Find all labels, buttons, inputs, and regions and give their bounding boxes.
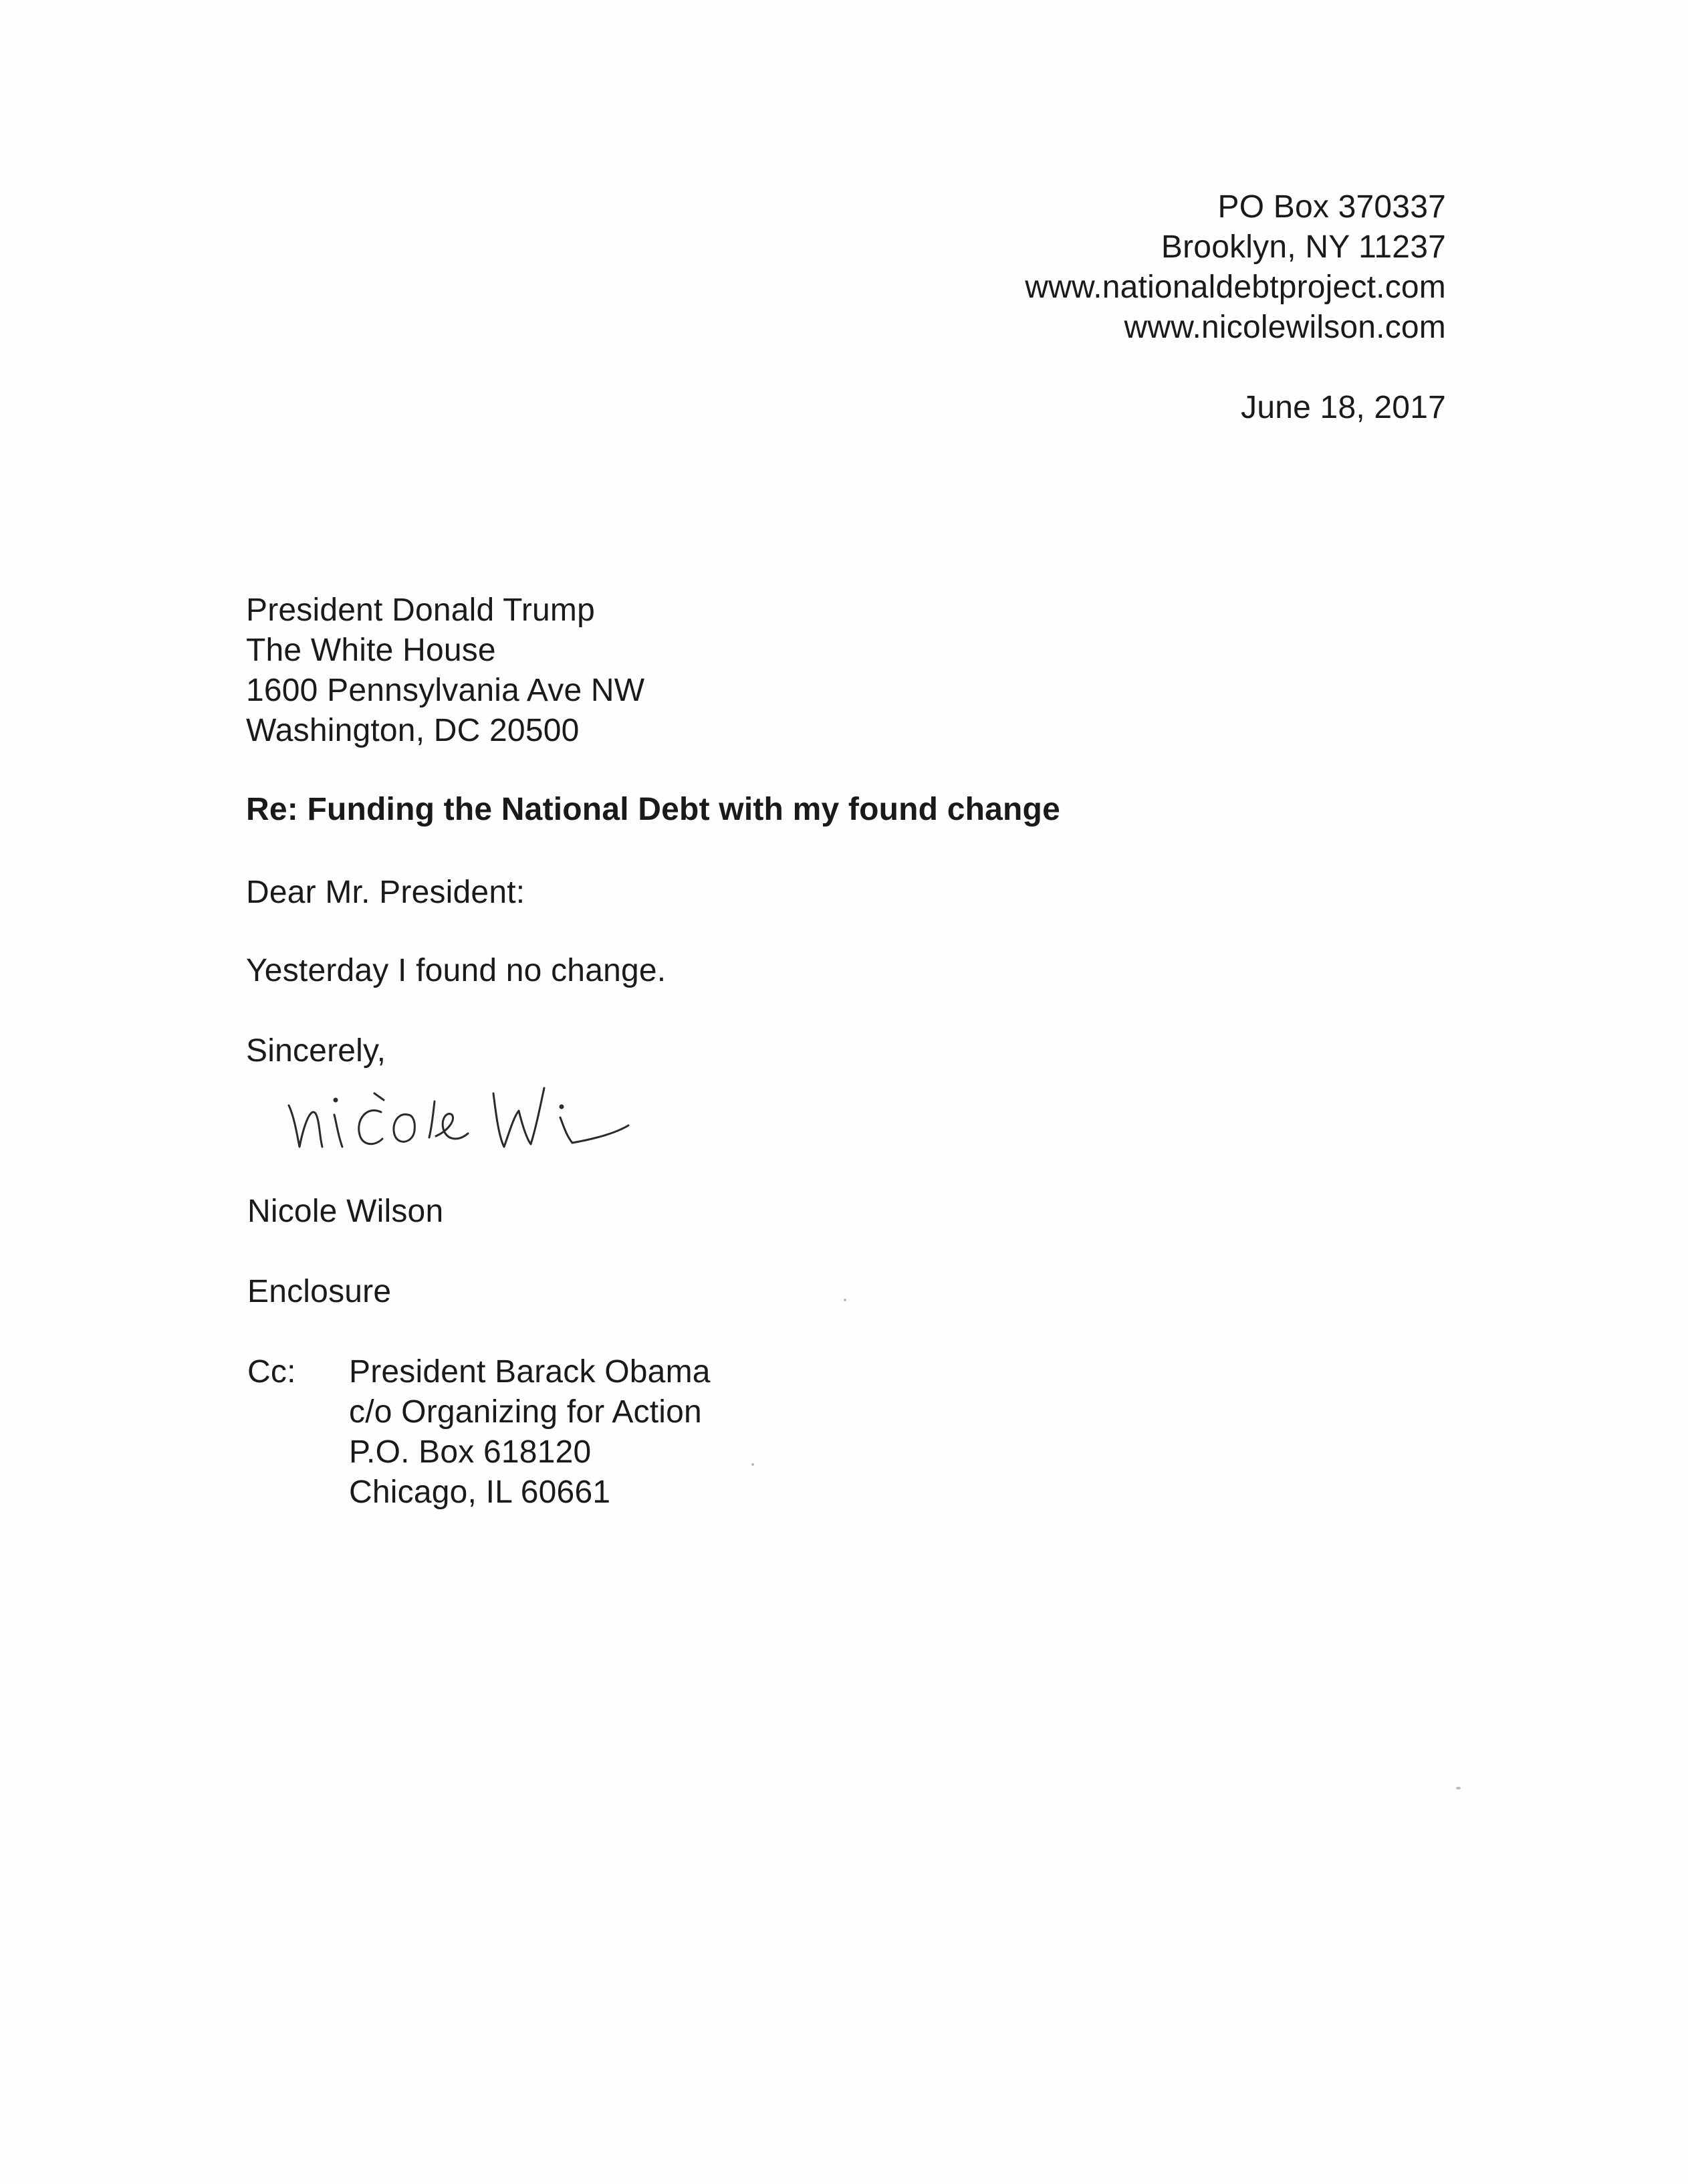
recipient-name: President Donald Trump	[246, 592, 595, 628]
letter-body: Yesterday I found no change.	[246, 953, 667, 988]
paper-speck	[1456, 1787, 1461, 1789]
closing: Sincerely,	[246, 1033, 386, 1069]
cc-line2: c/o Organizing for Action	[349, 1394, 702, 1430]
signer-name: Nicole Wilson	[247, 1194, 444, 1229]
sender-address-line1: PO Box 370337	[1217, 189, 1446, 225]
letter-date: June 18, 2017	[1241, 390, 1446, 425]
sender-address-line2: Brooklyn, NY 11237	[1161, 229, 1446, 265]
recipient-line2: The White House	[246, 633, 496, 668]
cc-label: Cc:	[247, 1354, 296, 1390]
cc-line3: P.O. Box 618120	[349, 1434, 592, 1470]
salutation: Dear Mr. President:	[246, 875, 525, 910]
recipient-line3: 1600 Pennsylvania Ave NW	[246, 673, 645, 708]
recipient-line4: Washington, DC 20500	[246, 713, 580, 748]
sender-website-1: www.nationaldebtproject.com	[1025, 269, 1446, 305]
enclosure-note: Enclosure	[247, 1274, 392, 1309]
handwritten-signature	[281, 1053, 662, 1174]
cc-line1: President Barack Obama	[349, 1354, 711, 1390]
paper-speck	[751, 1463, 754, 1466]
letter-subject: Re: Funding the National Debt with my found change	[246, 792, 1060, 827]
sender-website-2: www.nicolewilson.com	[1124, 310, 1446, 345]
cc-line4: Chicago, IL 60661	[349, 1475, 611, 1510]
paper-speck	[844, 1299, 846, 1301]
